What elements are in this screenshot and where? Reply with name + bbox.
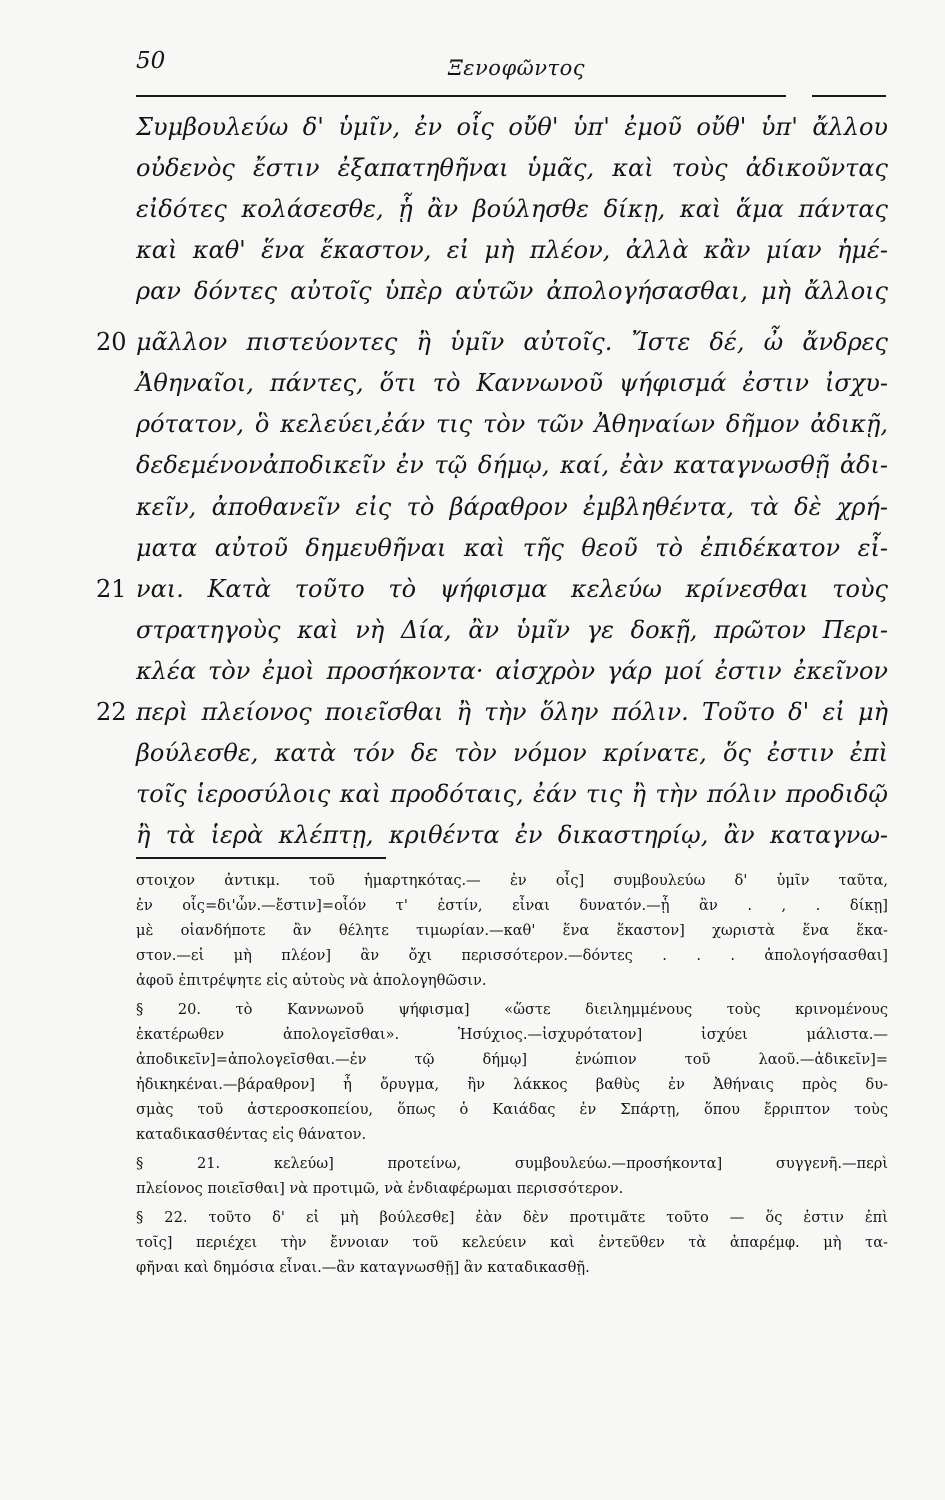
footnote-line: § 22. τοῦτο δ' εἰ μὴ βούλεσθε] ἐὰν δὲν προτιμᾶτε τοῦτο — ὅς ἐστιν ἐπὶ bbox=[136, 1209, 888, 1226]
text-line: βούλεσθε, κατὰ τόν δε τὸν νόμον κρίνατε, ὅς ἐστιν ἐπὶ bbox=[136, 739, 888, 767]
text-line: ματα αὐτοῦ δημευθῆναι καὶ τῆς θεοῦ τὸ ἐπιδέκατον εἶ- bbox=[136, 534, 888, 562]
page-header bbox=[0, 48, 945, 88]
margin-number: 20 bbox=[96, 328, 127, 356]
footnote-line: καταδικασθέντας εἰς θάνατον. bbox=[136, 1126, 367, 1143]
footnote-line: μὲ οἱανδήποτε ἂν θέλητε τιμωρίαν.—καθ' ἕνα ἕκαστον] χωριστὰ ἕνα ἕκα- bbox=[136, 922, 888, 939]
text-line: στρατηγοὺς καὶ νὴ Δία, ἂν ὑμῖν γε δοκῇ, πρῶτον Περι- bbox=[136, 616, 888, 644]
text-line: καὶ καθ' ἕνα ἕκαστον, εἰ μὴ πλέον, ἀλλὰ κἂν μίαν ἡμέ- bbox=[136, 236, 888, 264]
text-line: ρότατον, ὃ κελεύει,ἐάν τις τὸν τῶν Ἀθηναίων δῆμον ἀδικῇ, bbox=[136, 410, 888, 438]
footnote-rule bbox=[136, 857, 386, 859]
header-rule bbox=[136, 95, 786, 97]
footnote-line: φῆναι καὶ δημόσια εἶναι.—ἂν καταγνωσθῇ] ἂν καταδικασθῇ. bbox=[136, 1259, 590, 1276]
footnote-line: ἠδικηκέναι.—βάραθρον] ἦ ὄρυγμα, ἢν λάκκος βαθὺς ἐν Ἀθήναις πρὸς δυ- bbox=[136, 1076, 888, 1093]
margin-number: 21 bbox=[96, 575, 127, 603]
text-line: τοῖς ἱεροσύλοις καὶ προδόταις, ἐάν τις ἢ τὴν πόλιν προδιδῷ bbox=[136, 780, 888, 808]
text-line: δεδεμένονἀποδικεῖν ἐν τῷ δήμῳ, καί, ἐὰν καταγνωσθῇ ἀδι- bbox=[136, 451, 888, 479]
text-line: κλέα τὸν ἐμοὶ προσήκοντα· αἰσχρὸν γάρ μοί ἐστιν ἐκεῖνον bbox=[136, 657, 888, 685]
text-line: ραν δόντες αὐτοῖς ὑπὲρ αὑτῶν ἀπολογήσασθαι, μὴ ἄλλοις bbox=[136, 277, 888, 305]
footnote-line: § 21. κελεύω] προτείνω, συμβουλεύω.—προσήκοντα] συγγενῆ.—περὶ bbox=[136, 1155, 888, 1172]
footnote-line: στοιχον ἀντικμ. τοῦ ἡμαρτηκότας.— ἐν οἷς] συμβουλεύω δ' ὑμῖν ταῦτα, bbox=[136, 872, 888, 889]
footnote-line: σμὰς τοῦ ἀστεροσκοπείου, ὅπως ὁ Καιάδας ἐν Σπάρτῃ, ὅπου ἔρριπτον τοὺς bbox=[136, 1101, 888, 1118]
footnote-line: πλείονος ποιεῖσθαι] νὰ προτιμῶ, νὰ ἐνδιαφέρωμαι περισσότερον. bbox=[136, 1180, 624, 1197]
running-title: Ξενοφῶντος bbox=[448, 56, 586, 80]
header-rule-short bbox=[812, 95, 886, 97]
footnote-line: ἀφοῦ ἐπιτρέψητε εἰς αὐτοὺς νὰ ἀπολογηθῶσιν. bbox=[136, 972, 487, 989]
text-line: Ἀθηναῖοι, πάντες, ὅτι τὸ Καννωνοῦ ψήφισμά ἐστιν ἰσχυ- bbox=[136, 369, 888, 397]
footnote-line: ἑκατέρωθεν ἀπολογεῖσθαι». Ἡσύχιος.—ἰσχυρότατον] ἰσχύει μάλιστα.— bbox=[136, 1026, 888, 1043]
page-number: 50 bbox=[136, 48, 166, 74]
text-line: ναι. Κατὰ τοῦτο τὸ ψήφισμα κελεύω κρίνεσθαι τοὺς bbox=[136, 575, 888, 603]
margin-number: 22 bbox=[96, 698, 127, 726]
footnote-line: ἀποδικεῖν]=ἀπολογεῖσθαι.—ἐν τῷ δήμῳ] ἐνώπιον τοῦ λαοῦ.—ἀδικεῖν]= bbox=[136, 1051, 888, 1068]
footnote-line: ἐν οἷς=δι'ὧν.—ἔστιν]=οἷόν τ' ἐστίν, εἶναι δυνατόν.—ᾗ ἂν . , . δίκῃ] bbox=[136, 897, 888, 914]
text-line: κεῖν, ἀποθανεῖν εἰς τὸ βάραθρον ἐμβληθέντα, τὰ δὲ χρή- bbox=[136, 493, 888, 521]
text-line: ἢ τὰ ἱερὰ κλέπτῃ, κριθέντα ἐν δικαστηρίῳ, ἂν καταγνω- bbox=[136, 821, 888, 849]
text-line: εἰδότες κολάσεσθε, ᾗ ἂν βούλησθε δίκῃ, καὶ ἅμα πάντας bbox=[136, 195, 888, 223]
text-line: μᾶλλον πιστεύοντες ἢ ὑμῖν αὐτοῖς. Ἴστε δέ, ὦ ἄνδρες bbox=[136, 328, 888, 356]
text-line: περὶ πλείονος ποιεῖσθαι ἢ τὴν ὅλην πόλιν. Τοῦτο δ' εἰ μὴ bbox=[136, 698, 888, 726]
footnote-line: τοῖς] περιέχει τὴν ἔννοιαν τοῦ κελεύειν καὶ ἐντεῦθεν τὰ ἀπαρέμφ. μὴ τα- bbox=[136, 1234, 888, 1251]
footnote-line: § 20. τὸ Καννωνοῦ ψήφισμα] «ὥστε διειλημμένους τοὺς κρινομένους bbox=[136, 1001, 888, 1018]
text-line: οὐδενὸς ἔστιν ἐξαπατηθῆναι ὑμᾶς, καὶ τοὺς ἀδικοῦντας bbox=[136, 154, 888, 182]
footnote-line: στον.—εἰ μὴ πλέον] ἂν ὄχι περισσότερον.—δόντες . . . ἀπολογήσασθαι] bbox=[136, 947, 888, 964]
text-line: Συμβουλεύω δ' ὑμῖν, ἐν οἷς οὔθ' ὑπ' ἐμοῦ οὔθ' ὑπ' ἄλλου bbox=[136, 113, 888, 141]
